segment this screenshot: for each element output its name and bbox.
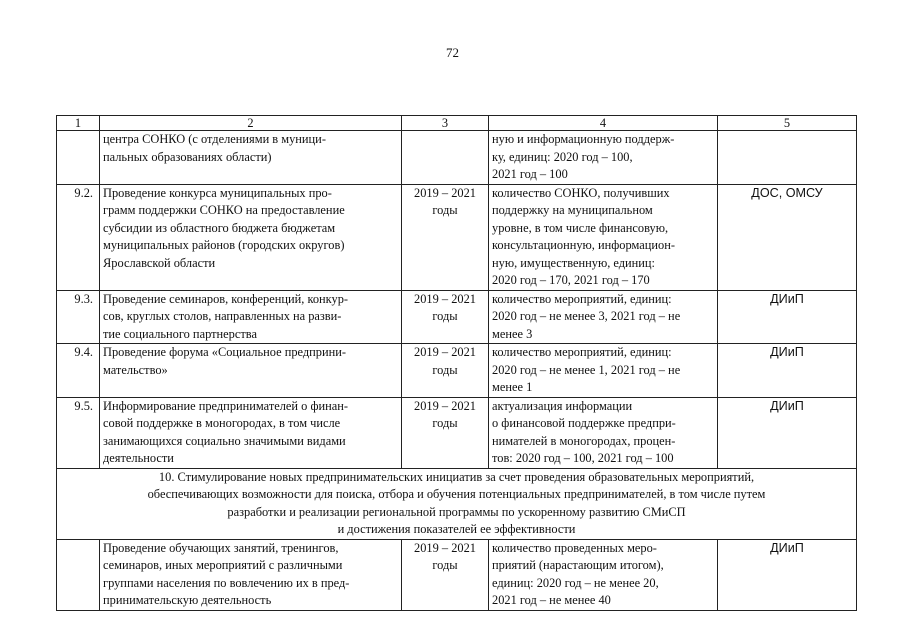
term-cell <box>402 131 489 185</box>
indicator-cell <box>489 397 718 468</box>
indicator-line: ку, единиц: 2020 год – 100, <box>492 149 633 164</box>
indicator-line: 2020 год – не менее 3, 2021 год – не <box>492 309 681 323</box>
item-number <box>57 131 100 185</box>
program-table <box>56 115 857 611</box>
header-cell-2: 2 <box>100 116 402 131</box>
event-line: семинаров, иных мероприятий с различными <box>103 558 343 573</box>
indicator-cell <box>489 344 718 398</box>
event-line: Информирование предпринимателей о финан- <box>103 398 349 413</box>
term-line: 2019 – 2021 <box>414 291 476 306</box>
term-line: годы <box>432 558 458 573</box>
indicator-line: количество мероприятий, единиц: <box>492 291 672 306</box>
section-heading-line: разработки и реализации региональной программы по ускоренному развитию СМиСП <box>227 504 686 519</box>
term-line: годы <box>432 203 458 217</box>
event-cell <box>100 184 402 290</box>
event-line: муниципальных районов (городских округов) <box>103 238 345 252</box>
term-cell <box>402 344 489 398</box>
term-cell <box>402 184 489 290</box>
event-line: Проведение конкурса муниципальных про- <box>103 185 332 200</box>
table-row <box>57 397 857 468</box>
event-line: субсидии из областного бюджета бюджетам <box>103 220 336 235</box>
term-line: 2019 – 2021 <box>414 185 476 200</box>
indicator-line: 2021 год – не менее 40 <box>492 593 611 608</box>
term-line: годы <box>432 309 458 323</box>
table-row <box>57 184 857 290</box>
term-cell <box>402 539 489 610</box>
table-row <box>57 290 857 344</box>
event-line: пальных образованиях области) <box>103 149 272 164</box>
item-number: 9.4. <box>57 344 100 398</box>
term-line: годы <box>432 362 458 377</box>
responsible-cell: ДИиП <box>718 344 857 398</box>
section-heading <box>57 468 857 539</box>
indicator-line: консультационную, информацион- <box>492 238 675 252</box>
event-line: сов, круглых столов, направленных на разви- <box>103 309 342 323</box>
indicator-line: приятий (нарастающим итогом), <box>492 558 664 573</box>
indicator-cell <box>489 290 718 344</box>
section-heading-row <box>57 468 857 539</box>
responsible-cell <box>718 131 857 185</box>
indicator-line: ную, имущественную, единиц: <box>492 255 656 270</box>
indicator-line: поддержку на муниципальном <box>492 203 653 217</box>
indicator-line: ную и информационную поддерж- <box>492 132 675 146</box>
event-line: мательство» <box>103 362 168 377</box>
event-line: грамм поддержки СОНКО на предоставление <box>103 203 345 217</box>
event-line: принимательскую деятельность <box>103 593 272 608</box>
term-line: 2019 – 2021 <box>414 345 476 359</box>
item-number: 9.5. <box>57 397 100 468</box>
header-cell-5: 5 <box>718 116 857 131</box>
indicator-line: количество проведенных меро- <box>492 540 657 555</box>
indicator-line: 2020 год – не менее 1, 2021 год – не <box>492 362 681 377</box>
event-cell <box>100 397 402 468</box>
responsible-cell: ДОС, ОМСУ <box>718 184 857 290</box>
item-number: 9.3. <box>57 290 100 344</box>
term-line: 2019 – 2021 <box>414 398 476 413</box>
indicator-line: 2020 год – 170, 2021 год – 170 <box>492 273 650 287</box>
indicator-line: нимателей в моногородах, процен- <box>492 433 676 448</box>
header-cell-1: 1 <box>57 116 100 131</box>
header-cell-4: 4 <box>489 116 718 131</box>
table-header-row <box>57 116 857 131</box>
table-row <box>57 131 857 185</box>
indicator-line: количество мероприятий, единиц: <box>492 345 672 359</box>
item-number: 9.2. <box>57 184 100 290</box>
indicator-line: 2021 год – 100 <box>492 167 568 181</box>
table-row <box>57 344 857 398</box>
event-cell <box>100 131 402 185</box>
event-line: совой поддержке в моногородах, в том числе <box>103 416 341 430</box>
event-line: деятельности <box>103 451 174 465</box>
event-line: тие социального партнерства <box>103 326 257 341</box>
event-line: центра СОНКО (с отделениями в муници- <box>103 132 326 146</box>
header-cell-3: 3 <box>402 116 489 131</box>
indicator-line: менее 3 <box>492 326 533 341</box>
indicator-line: уровне, в том числе финансовую, <box>492 220 669 235</box>
event-line: Проведение обучающих занятий, тренингов, <box>103 540 339 555</box>
indicator-line: актуализация информации <box>492 398 633 413</box>
page-number: 72 <box>446 45 459 60</box>
term-cell <box>402 290 489 344</box>
event-cell <box>100 290 402 344</box>
event-cell <box>100 539 402 610</box>
indicator-line: количество СОНКО, получивших <box>492 185 670 200</box>
responsible-cell: ДИиП <box>718 397 857 468</box>
term-line: годы <box>432 416 458 430</box>
responsible-cell: ДИиП <box>718 290 857 344</box>
indicator-cell <box>489 184 718 290</box>
indicator-cell <box>489 131 718 185</box>
responsible-cell: ДИиП <box>718 539 857 610</box>
indicator-line: о финансовой поддержке предпри- <box>492 416 676 430</box>
event-line: занимающихся социально значимыми видами <box>103 433 346 448</box>
event-line: группами населения по вовлечению их в пред- <box>103 575 350 590</box>
term-line: 2019 – 2021 <box>414 540 476 555</box>
indicator-cell <box>489 539 718 610</box>
term-cell <box>402 397 489 468</box>
section-heading-line: обеспечивающих возможности для поиска, отбора и обучения потенциальных предпринимателей, в том числе путем <box>147 487 766 502</box>
indicator-line: менее 1 <box>492 380 533 394</box>
event-cell <box>100 344 402 398</box>
event-line: Проведение форума «Социальное предприни- <box>103 345 347 359</box>
section-heading-line: 10. Стимулирование новых предпринимательских инициатив за счет проведения образовательных мероприятий, <box>158 469 755 484</box>
item-number <box>57 539 100 610</box>
event-line: Проведение семинаров, конференций, конкур- <box>103 291 349 306</box>
indicator-line: единиц: 2020 год – не менее 20, <box>492 575 659 590</box>
section-heading-line: и достижения показателей ее эффективности <box>337 522 576 537</box>
table-row <box>57 539 857 610</box>
event-line: Ярославской области <box>103 255 216 270</box>
indicator-line: тов: 2020 год – 100, 2021 год – 100 <box>492 451 674 465</box>
